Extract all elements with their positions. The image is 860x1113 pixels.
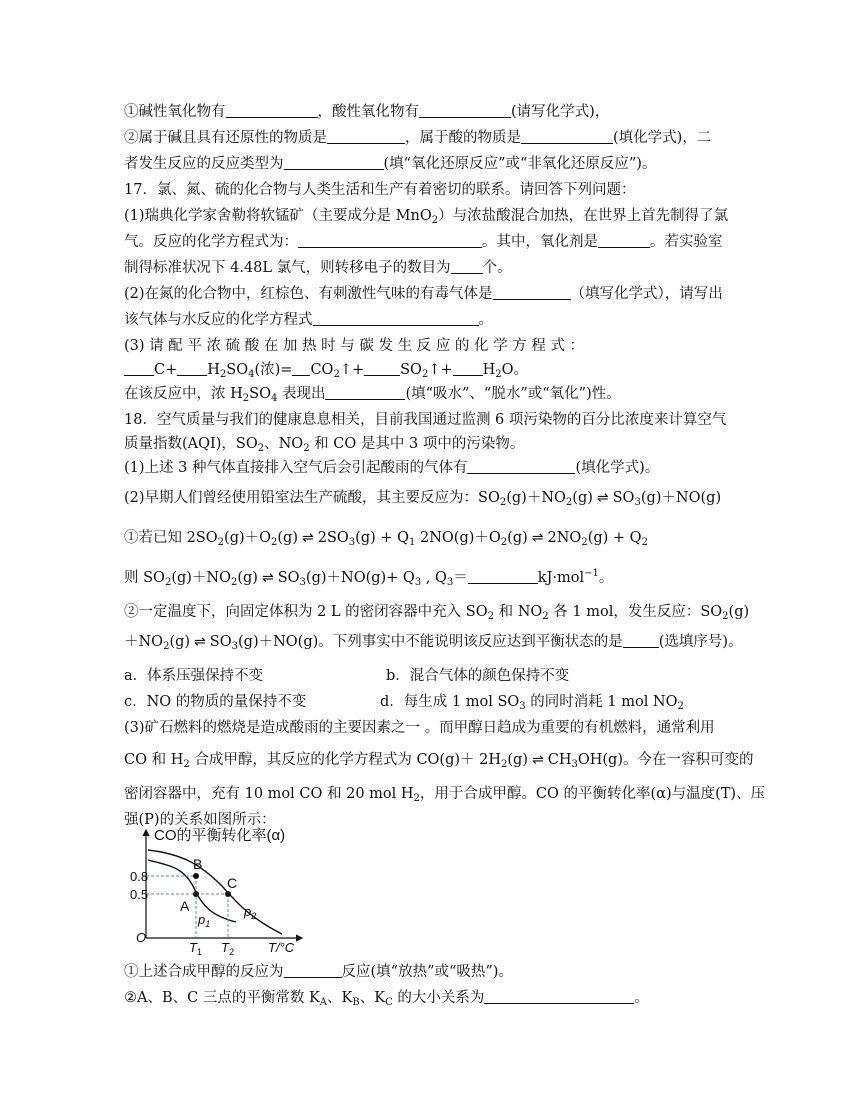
blank-exo-endo[interactable] [284,963,342,978]
q16-line-3: 者发生反应的反应类型为 (填“氧化还原反应”或“非氧化还原反应”)。 [124,156,657,172]
x-axis-label: T/°C [268,940,295,955]
label-p1: $p_1$ [198,912,211,929]
origin-label: O [136,930,147,945]
q17-p1-line-3: 制得标准状况下 4.48L 氯气，则转移电子的数目为 个。 [124,260,512,276]
blank-basic-oxide[interactable] [226,103,318,118]
q17-p2-line-1: (2)在氮的化合物中，红棕色、有刺激性气味的有毒气体是 （填写化学式），请写出 [124,286,723,302]
q17-title: 17．氯、氮、硫的化合物与人类生活和生产有着密切的联系。请回答下列问题： [124,182,636,198]
q17-p3-line-3: 在该反应中，浓 $H_2SO_4$ 表现出 (填“吸水”、“脱水”或“氧化”)性。 [124,386,621,404]
point-c [225,891,231,897]
q17-p2-line-2: 该气体与水反应的化学方程式 。 [124,312,493,328]
label-t1: $T_1$ [189,940,202,957]
equilibrium-arrow-icon: ⇌ [261,570,274,586]
q18-title-line-2: 质量指数(AQI)，$SO_2$、$NO_2$ 和 CO 是其中 3 项中的污染物。 [124,436,525,454]
q18-g1: ①上述合成甲醇的反应为 反应(填“放热”或“吸热”)。 [124,964,513,980]
label-b: B [193,856,203,872]
q18-p3-line-3: 密闭容器中，充有 10 mol CO 和 20 mol $H_2$，用于合成甲醇。CO 的平衡转化率(α)与温度(T)、压 [124,786,766,804]
equilibrium-arrow-icon: ⇌ [532,752,544,768]
blank-acid-rain-gases[interactable] [467,459,575,474]
q18-p3-line-2: CO 和 $H_2$ 合成甲醇，其反应的化学方程式为 $CO(g)+ 2H_2(g)$ ⇌ $CH_3OH(g)$。今在一容积可变的 [124,752,754,770]
q18-p3-line-1: (3)矿石燃料的燃烧是造成酸雨的主要因素之一 。而甲醇日趋成为重要的有机燃料，通常利用 [124,720,715,736]
blank-oxidant[interactable] [598,233,650,248]
blank-gas-water-equation[interactable] [313,311,479,326]
q18-g2: ②A、B、C 三点的平衡常数 $K_A$、$K_B$、$K_C$ 的大小关系为 。 [124,990,649,1008]
conversion-rate-graph [130,826,312,957]
q18-p2: (2)早期人们曾经使用铅室法生产硫酸，其主要反应为：$SO_2(g)+NO_2(g)$ ⇌ $SO_3(g)+NO(g)$ [124,490,722,508]
blank-chlorine-equation[interactable] [298,233,482,248]
blank-red-brown-gas[interactable] [493,285,571,300]
graph-title: CO的平衡转化率(α) [154,827,286,844]
blank-h2so4-property[interactable] [325,385,405,400]
point-a [193,891,199,897]
q18-reaction-2: 则 $SO_2(g)+NO_2(g)$ ⇌ $SO_3(g)+NO(g)+ Q_3$ , $Q_3= kJ\cdot mol^{-1}$。 [124,568,614,588]
blank-coef-co2[interactable] [292,361,310,376]
curve-p1 [148,860,236,922]
q17-p1-line-1: (1)瑞典化学家舍勒将软锰矿（主要成分是 MnO$_2$）与浓盐酸混合加热，在世界上首先制得了氯 [124,208,729,226]
blank-coef-h2so4[interactable] [177,361,207,376]
equilibrium-arrow-icon: ⇌ [531,530,544,546]
q18-reaction-1: ①若已知 $2SO_2(g)+O_2(g)$ ⇌ $2SO_3(g) + Q_1$ $2NO(g)+O_2(g)$ ⇌ $2NO_2(g) + Q_2$ [124,530,648,548]
label-c: C [227,875,238,891]
option-a: a．体系压强保持不变 [124,668,264,684]
option-c: c．NO 的物质的量保持不变 [124,694,307,710]
blank-acid[interactable] [521,129,613,144]
q17-p3-line-1: (3) 请 配 平 浓 硫 酸 在 加 热 时 与 碳 发 生 反 应 的 化 学 方 程 式 ： [124,338,585,354]
equilibrium-arrow-icon: ⇌ [194,634,206,650]
option-b: b．混合气体的颜色保持不变 [386,668,570,684]
q16-line-1: ①碱性氧化物有 ，酸性氧化物有 (请写化学式)， [124,104,610,120]
y-tick-high: 0.8 [130,869,149,884]
blank-coef-c[interactable] [124,361,154,376]
q16-line-2: ②属于碱且具有还原性的物质是 ，属于酸的物质是 (填化学式)，二 [124,130,712,146]
q18-s1: ②一定温度下，向固定体积为 2 L 的密闭容器中充入 $SO_2$ 和 $NO_2$ 各 1 mol，发生反应：$SO_2(g)$ [124,604,750,622]
label-t2: $T_2$ [221,940,234,957]
equilibrium-arrow-icon: ⇌ [302,530,314,546]
equilibrium-arrow-icon: ⇌ [596,490,609,506]
curve-p2 [148,850,282,934]
q18-title-line-1: 18．空气质量与我们的健康息息相关，目前我国通过监测 6 项污染物的百分比浓度来计算空气 [124,412,727,428]
point-b [193,873,199,879]
q17-p1-line-2: 气。反应的化学方程式为： 。其中，氧化剂是 。若实验室 [124,234,723,250]
label-p2: $p_2$ [244,904,257,921]
blank-not-equilibrium[interactable] [623,633,659,648]
blank-q3-value[interactable] [468,569,538,584]
blank-k-relation[interactable] [484,989,634,1004]
blank-acidic-oxide[interactable] [419,103,511,118]
blank-coef-h2o[interactable] [453,361,483,376]
label-a: A [180,898,190,914]
q17-p3-line-2: $C+ H_2SO_4$(浓)= $CO_2↑+$ $SO_2↑+ H_2O$。 [124,360,528,380]
blank-reducing-base[interactable] [327,129,405,144]
y-tick-low: 0.5 [130,887,149,902]
option-d: d．每生成 1 mol $SO_3$ 的同时消耗 1 mol $NO_2$ [380,694,684,712]
blank-reaction-type[interactable] [284,155,384,170]
blank-coef-so2[interactable] [364,361,400,376]
q18-s2: $+NO_2(g)$ ⇌ $SO_3(g)+NO(g)$。下列事实中不能说明该反应达到平衡状态的是 (选填序号)。 [124,634,743,652]
q18-p1: (1)上述 3 种气体直接排入空气后会引起酸雨的气体有 (填化学式)。 [124,460,660,476]
q18-p3-line-4: 强(P)的关系如图所示： [124,812,276,828]
blank-electron-count[interactable] [451,259,483,274]
